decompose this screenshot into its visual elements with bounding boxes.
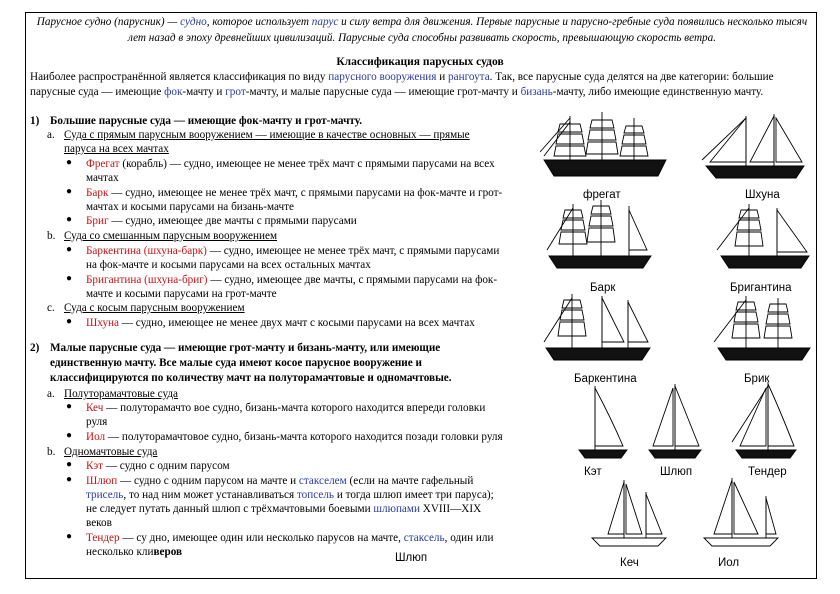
bullet-icon: ● <box>66 157 73 168</box>
s2b-marker: b. <box>47 446 56 458</box>
yawl-illustration <box>700 476 782 556</box>
s1b-marker: b. <box>47 230 56 242</box>
bullet-icon: ● <box>66 244 73 255</box>
bullet-icon: ● <box>66 474 73 485</box>
item-shlyup-cont-3: веков <box>86 517 112 529</box>
ketch-illustration <box>588 478 670 556</box>
item-brigantina: Бригантина (шхуна-бриг) — судно, имеющее две мачты, с прямыми парусами на фок- <box>86 274 498 286</box>
frigate-illustration <box>540 110 670 185</box>
bullet-icon: ● <box>66 459 73 470</box>
item-brig: Бриг — судно, имеющее две мачты с прямыми парусами <box>86 215 357 227</box>
tender-illustration <box>730 380 802 464</box>
brig-illustration <box>712 292 816 370</box>
caption-tender: Тендер <box>748 466 787 478</box>
item-kech-cont: руля <box>86 416 108 428</box>
link-sail-rig[interactable]: парусного вооружения <box>328 71 437 83</box>
section2-number: 2) <box>30 342 40 354</box>
link-staksel-2[interactable]: стаксель <box>403 532 445 544</box>
s1c-marker: c. <box>47 302 55 314</box>
link-fok[interactable]: фок <box>164 85 183 98</box>
link-staksel[interactable]: стакселем <box>298 475 347 487</box>
s1a-title: Суда с прямым парусным вооружением — имеющие в качестве основных — прямые <box>64 129 470 141</box>
s2b-title: Одномачтовые суда <box>64 446 158 458</box>
item-iol: Иол — полуторамачтовое судно, бизань-мачта которого находится позади головки руля <box>86 431 503 443</box>
link-shlyupy[interactable]: шлюпами <box>373 503 420 515</box>
barkentine-illustration <box>542 290 654 372</box>
sloop-illustration <box>645 382 705 464</box>
caption-shlyup: Шлюп <box>660 466 693 478</box>
bullet-icon: ● <box>66 186 73 197</box>
link-rangout[interactable]: рангоута <box>448 71 490 83</box>
s1c-title: Суда с косым парусным вооружением <box>64 302 245 314</box>
caption-bark: Барк <box>590 282 616 294</box>
bullet-icon: ● <box>66 401 73 412</box>
caption-iol: Иол <box>718 557 740 569</box>
link-grot[interactable]: грот <box>225 85 246 98</box>
item-tender-cont: несколько кливеров <box>86 546 183 558</box>
s1a-title-cont: паруса на всех мачтах <box>64 143 169 155</box>
caption-brigantina: Бригантина <box>730 282 792 294</box>
schooner-illustration <box>700 112 812 184</box>
link-bizan[interactable]: бизань <box>520 85 553 98</box>
bullet-icon: ● <box>66 316 73 327</box>
item-shlyup-cont: трисель, то над ним может устанавливаться топсель и тогда шлюп имеет три паруса); <box>86 489 494 501</box>
item-fregat-cont: мачтах <box>86 172 119 184</box>
link-sudno[interactable]: судно <box>180 16 207 28</box>
s2a-title: Полуторамачтовые суда <box>64 388 179 400</box>
link-parus[interactable]: парус <box>311 16 339 28</box>
s2a-marker: a. <box>47 388 55 400</box>
item-bark-cont: мачтах и косыми парусами на бизань-мачте <box>86 201 294 213</box>
item-shlyup: Шлюп — судно с одним парусом на мачте и стакселем (если на мачте гафельный <box>86 475 474 487</box>
item-kech: Кеч — полуторамачто вое судно, бизань-мачта которого находится впереди головки <box>86 402 486 414</box>
caption-brik: Брик <box>744 373 770 385</box>
caption-fregat: фрегат <box>583 189 621 201</box>
link-topsel[interactable]: топсель <box>296 489 335 501</box>
item-shlyup-cont-2: не следует путать данный шлюп с трёхмачтовыми боевыми шлюпами XVIII—XIX <box>86 503 482 515</box>
item-tender: Тендер — су дно, имеющее один или несколько парусов на мачте, стаксель, один или <box>86 532 494 544</box>
s1b-title: Суда со смешанным парусным вооружением <box>64 230 278 242</box>
brigantine-illustration <box>715 200 815 278</box>
section2-heading-2: единственную мачту. Все малые суда имеют косое парусное вооружение и <box>50 357 422 369</box>
bark-illustration <box>545 198 655 278</box>
s1a-marker: a. <box>47 129 55 141</box>
intro-paragraph: Парусное судно (парусник) — судно, которое использует парус и силу ветра для движения. Первые парусные и парусно-гребные суда появились несколько тысяч лет назад в эпоху древнейших цивилизаций. Парусные суда способны развивать скорость, превышающую скорость ветра. <box>36 16 808 44</box>
caption-bottom-shlyup: Шлюп <box>395 552 428 564</box>
caption-barkentina: Баркентина <box>574 373 637 385</box>
item-fregat: Фрегат (корабль) — судно, имеющее не менее трёх мачт с прямыми парусами на всех <box>86 158 495 170</box>
caption-ket: Кэт <box>584 466 602 478</box>
bullet-icon: ● <box>66 273 73 284</box>
cat-illustration <box>575 382 630 464</box>
lead-paragraph: Наиболее распространённой является классификация по виду парусного вооружения и рангоута. Так, все парусные суда делятся на две категории: большие парусные суда — имеющие фок-мачту и грот-мачту, и малые парусные суда — имеющие грот-мачту и бизань-мачту, либо имеющие единственную мачту. <box>30 71 774 98</box>
section2-heading-3: классифицируются по количеству мачт на полуторамачтовые и одномачтовые. <box>50 372 452 384</box>
item-shhuna: Шхуна — судно, имеющее не менее двух мачт с косыми парусами на всех мачтах <box>86 317 475 329</box>
item-barkentina: Баркентина (шхуна-барк) — судно, имеющее не менее трёх мачт, с прямыми парусами <box>86 245 500 257</box>
item-bark: Барк — судно, имеющее не менее трёх мачт, с прямыми парусами на фок-мачте и грот- <box>86 187 503 199</box>
bullet-icon: ● <box>66 214 73 225</box>
item-ket: Кэт — судно с одним парусом <box>86 460 230 472</box>
bullet-icon: ● <box>66 531 73 542</box>
caption-shhuna: Шхуна <box>745 189 780 201</box>
item-barkentina-cont: на фок-мачте и косыми парусами на всех остальных мачтах <box>86 259 371 271</box>
section1-heading: Большие парусные суда — имеющие фок-мачту и грот-мачту. <box>50 115 363 127</box>
section1-number: 1) <box>30 115 40 127</box>
section2-heading: Малые парусные суда — имеющие грот-мачту и бизань-мачту, или имеющие <box>50 342 441 354</box>
caption-kech: Кеч <box>620 557 639 569</box>
link-trisel[interactable]: трисель <box>86 489 124 501</box>
page-title: Классификация парусных судов <box>336 56 504 68</box>
item-brigantina-cont: мачте и косыми парусами на грот-мачте <box>86 288 277 300</box>
bullet-icon: ● <box>66 430 73 441</box>
